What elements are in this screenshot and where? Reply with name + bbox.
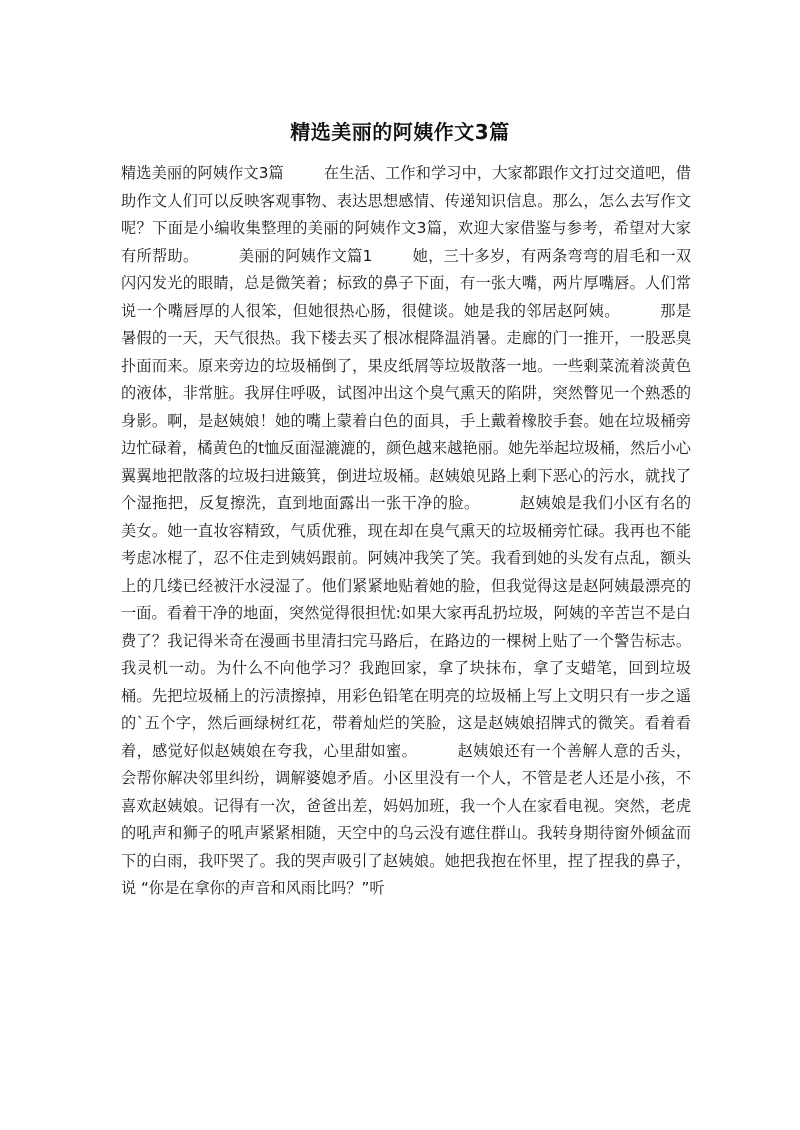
- body-paragraph: 精选美丽的阿姨作文3篇: [121, 164, 284, 182]
- document-body: [121, 160, 691, 903]
- body-paragraph: 她，三十多岁，有两条弯弯的眉毛和一双闪闪发光的眼睛，总是微笑着；标致的鼻子下面，有一张大嘴，两片厚嘴唇。人们常说一个嘴唇厚的人很笨，但她很热心肠，很健谈。她是我的邻居赵阿姨。: [121, 246, 692, 320]
- document-title: 精选美丽的阿姨作文3篇: [290, 120, 510, 144]
- section-heading: 美丽的阿姨作文篇1: [238, 246, 373, 265]
- body-paragraph: 赵姨娘是我们小区有名的美女。她一直妆容精致，气质优雅，现在却在臭气熏天的垃圾桶旁忙碌。我再也不能考虑冰棍了，忍不住走到姨妈跟前。阿姨冲我笑了笑。我看到她的头发有点乱，额头上的几缕已经被汗水浸湿了。他们紧紧地贴着她的脸，但我觉得这是赵阿姨最漂亮的一面。看着干净的地面，突然觉得很担忧:如果大家再乱扔垃圾，阿姨的辛苦岂不是白费了？我记得米奇在漫画书里清扫完马路后，在路边的一棵树上贴了一个警告标志。我灵机一动。为什么不向他学习？我跑回家，拿了块抹布，拿了支蜡笔，回到垃圾桶。先把垃圾桶上的污渍擦掉，用彩色铅笔在明亮的垃圾桶上写上文明只有一步之遥的`五个字，然后画绿树红花，带着灿烂的笑脸，这是赵姨娘招牌式的微笑。看着看着，感觉好似赵姨娘在夸我，心里甜如蜜。: [121, 494, 692, 760]
- body-paragraph: 赵姨娘还有一个善解人意的舌头，会帮你解决邻里纠纷，调解婆媳矛盾。小区里没有一个人，不管是老人还是小孩，不喜欢赵姨娘。记得有一次，爸爸出差，妈妈加班，我一个人在家看电视。突然，老虎的吼声和狮子的吼声紧紧相随，天空中的乌云没有遮住群山。我转身期待窗外倾盆而下的白雨，我吓哭了。我的哭声吸引了赵姨娘。她把我抱在怀里，捏了捏我的鼻子，说 “你是在拿你的声音和风雨比吗？”听: [121, 741, 692, 897]
- body-paragraph: 在生活、工作和学习中，大家都跟作文打过交道吧，借助作文人们可以反映客观事物、表达思想感情、传递知识信息。那么，怎么去写作文呢？下面是小编收集整理的美丽的阿姨作文3篇，欢迎大家借鉴与参考，希望对大家有所帮助。: [121, 164, 691, 265]
- body-paragraph: 那是暑假的一天，天气很热。我下楼去买了根冰棍降温消暑。走廊的门一推开，一股恶臭扑面而来。原来旁边的垃圾桶倒了，果皮纸屑等垃圾散落一地。一些剩菜流着淡黄色的液体，非常脏。我屏住呼吸，试图冲出这个臭气熏天的陷阱，突然瞥见一个熟悉的身影。啊，是赵姨娘！她的嘴上蒙着白色的面具，手上戴着橡胶手套。她在垃圾桶旁边忙碌着，橘黄色的t恤反面湿漉漉的，颜色越来越艳丽。她先举起垃圾桶，然后小心翼翼地把散落的垃圾扫进簸箕，倒进垃圾桶。赵姨娘见路上剩下恶心的污水，就找了个湿拖把，反复擦洗，直到地面露出一张干净的脸。: [121, 301, 692, 512]
